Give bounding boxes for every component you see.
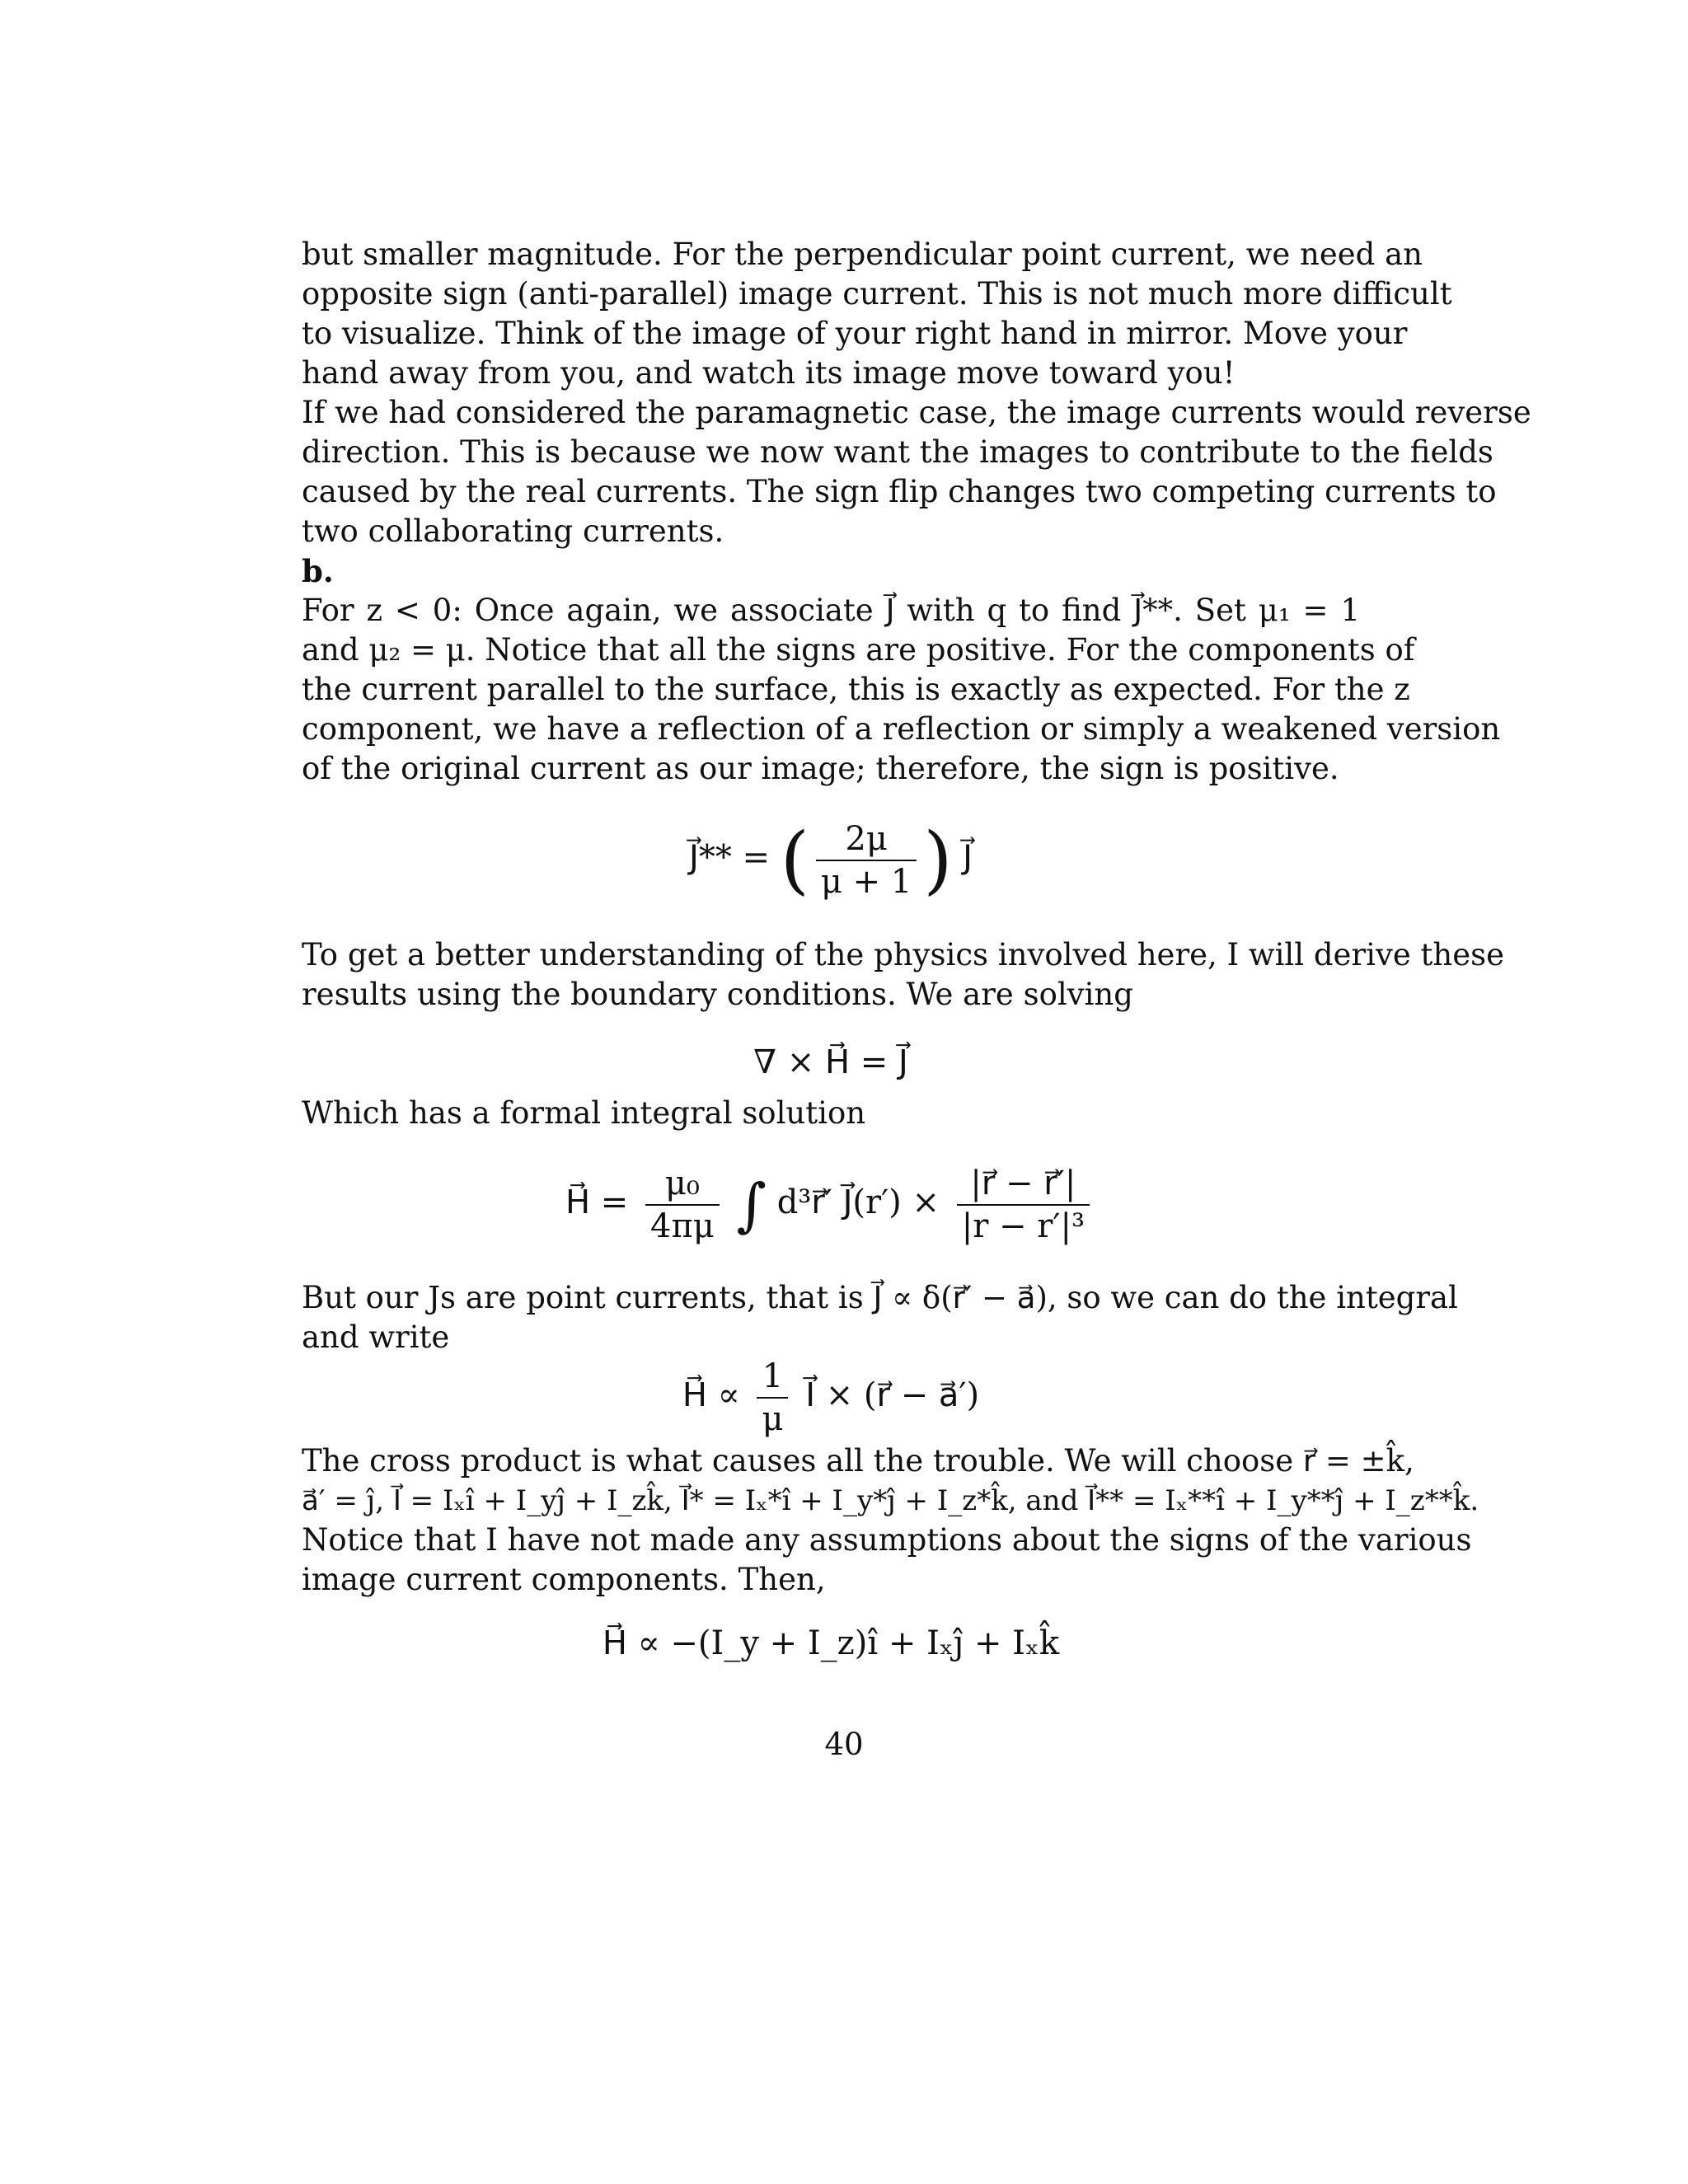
text-line: direction. This is because we now want the images to contribute to the fields [302,434,1493,470]
equation-curl: ∇ × H⃗ = J⃗ [753,1043,908,1081]
paragraph-5: Which has a formal integral solution [302,1095,866,1131]
text-line: to visualize. Think of the image of your right hand in mirror. Move your [302,316,1408,351]
paragraph-1 [302,235,1452,393]
text-line: results using the boundary conditions. We are solving [302,977,1133,1012]
text-line: opposite sign (anti-parallel) image current. This is not much more difficult [302,276,1452,312]
equation-image-current: J⃗** = ( $\frac{2\mu}{\mu + 1}$ ) J⃗ [689,817,973,903]
text-line: For z < 0: Once again, we associate J⃗ with q to find J⃗**. Set μ₁ = 1 [302,593,1360,628]
equation-integral: H⃗ = $\frac{\text{μ₀}}{4\pi\mu}$ ∫ d³r⃗′ J⃗(r′) × $\frac{|r⃗ - r⃗'|}{\text{|r − r′|³}}$ [302,1165,1360,1247]
fraction: $\frac{1}{\mu}$ [757,1357,788,1438]
fraction: $\frac{|r⃗ - r⃗'|}{\text{|r − r′|³}}$ [957,1165,1090,1245]
integral-sign: ∫ [736,1171,767,1239]
page-body [302,235,1531,1662]
text-line: But our Js are point currents, that is J⃗ ∝ δ(r⃗′ − a⃗), so we can do the integral [302,1280,1458,1315]
text-line: two collaborating currents. [302,513,724,549]
text-line: a⃗′ = ĵ, I⃗ = Iₓî + I_yĵ + I_zk̂, I⃗* = Iₓ*î + I_y*ĵ + I_z*k̂, and I⃗** = Iₓ**î + I_y**ĵ + I_z**k̂. [302,1484,1479,1517]
text-line: The cross product is what causes all the trouble. We will choose r⃗ = ±k̂, [302,1443,1414,1479]
fraction: $\frac{2\mu}{\mu + 1}$ [816,820,917,901]
text-line: and write [302,1319,450,1355]
paragraph-2 [302,393,1531,551]
eq-rhs: J⃗ [963,838,973,877]
text-line: component, we have a reflection of a reflection or simply a weakened version [302,711,1501,747]
text-line: Notice that I have not made any assumptions about the signs of the various [302,1522,1472,1558]
fraction: $\frac{\text{μ₀}}{4\pi\mu}$ [645,1165,720,1245]
text-line: but smaller magnitude. For the perpendicular point current, we need an [302,237,1423,272]
text-line: image current components. Then, [302,1562,826,1597]
text-line: To get a better understanding of the physics involved here, I will derive these [302,937,1505,972]
paragraph-7 [302,1441,1479,1600]
equation-proportional: H⃗ ∝ $\frac{1}{\mu}$ I⃗ × (r⃗ − a⃗′) [682,1357,980,1438]
paragraph-6 [302,1278,1458,1357]
text-line: hand away from you, and watch its image move toward you! [302,355,1236,391]
text-line: of the original current as our image; therefore, the sign is positive. [302,751,1339,786]
text-line: If we had considered the paramagnetic case, the image currents would reverse [302,395,1531,430]
paragraph-4 [302,935,1505,1015]
page-number: 40 [824,1727,864,1762]
equation-result: H⃗ ∝ −(I_y + I_z)î + Iₓĵ + Iₓk̂ [602,1624,1060,1662]
text-line: the current parallel to the surface, this is exactly as expected. For the z [302,672,1410,707]
paragraph-3 [302,591,1501,789]
section-label: b. [302,553,334,589]
eq-lhs: J⃗** = [689,838,771,877]
text-line: and μ₂ = μ. Notice that all the signs are positive. For the components of [302,632,1415,668]
text-line: caused by the real currents. The sign flip changes two competing currents to [302,474,1497,509]
